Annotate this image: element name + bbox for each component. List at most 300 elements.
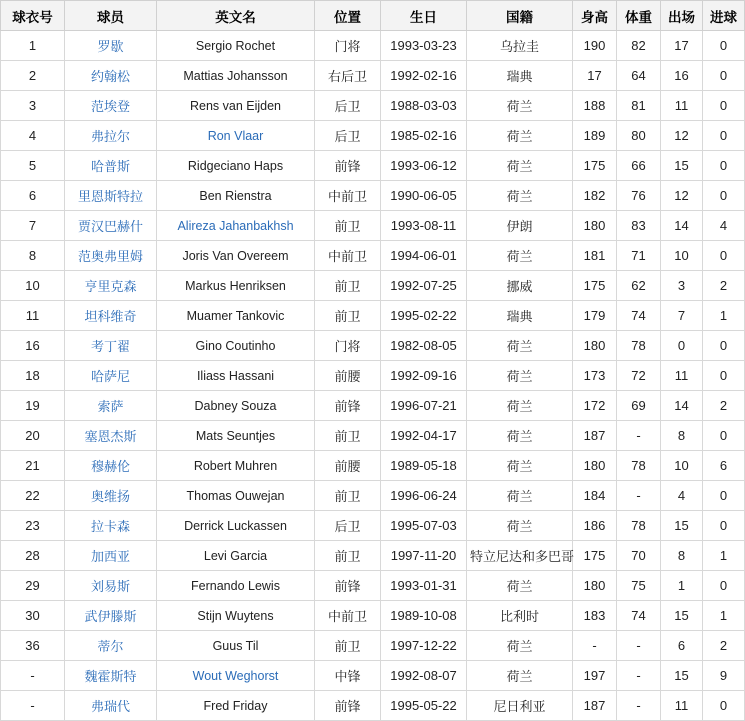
cell-weight-text: 74 — [631, 308, 646, 323]
cell-english-name-text: Fernando Lewis — [191, 579, 280, 593]
cell-position — [315, 631, 381, 661]
cell-height — [573, 211, 617, 241]
cell-english-name-text: Ben Rienstra — [199, 189, 272, 203]
cell-nationality-text: 瑞典 — [506, 69, 533, 84]
cell-appearances — [661, 301, 703, 331]
cell-nationality-text: 荷兰 — [506, 579, 533, 594]
cell-player-name-text[interactable]: 贾汉巴赫什 — [77, 219, 143, 234]
cell-height — [573, 181, 617, 211]
cell-shirt-number — [1, 121, 65, 151]
cell-weight — [617, 451, 661, 481]
cell-height — [573, 391, 617, 421]
cell-goals — [703, 151, 745, 181]
cell-player-name-text[interactable]: 哈萨尼 — [90, 369, 130, 384]
cell-goals — [703, 481, 745, 511]
cell-nationality — [467, 661, 573, 691]
cell-player-name-text[interactable]: 里恩斯特拉 — [77, 189, 143, 204]
cell-birthday — [381, 301, 467, 331]
cell-height — [573, 691, 617, 721]
cell-appearances-text: 16 — [674, 68, 689, 83]
cell-weight — [617, 601, 661, 631]
cell-weight-text: 82 — [631, 38, 646, 53]
cell-position-text: 前卫 — [334, 429, 361, 444]
cell-player-name-text[interactable]: 索萨 — [97, 399, 124, 414]
cell-nationality-text: 乌拉圭 — [499, 39, 539, 54]
table-header-row — [1, 1, 745, 31]
cell-shirt-number-text: 4 — [28, 128, 37, 143]
cell-nationality-text: 荷兰 — [506, 249, 533, 264]
cell-shirt-number — [1, 61, 65, 91]
table-row — [1, 361, 745, 391]
cell-height-text: 182 — [583, 188, 606, 203]
cell-appearances — [661, 511, 703, 541]
cell-player-name[interactable] — [65, 391, 157, 421]
cell-english-name — [157, 271, 315, 301]
cell-shirt-number — [1, 601, 65, 631]
cell-nationality-text: 荷兰 — [506, 489, 533, 504]
cell-weight — [617, 61, 661, 91]
cell-english-name-text[interactable]: Wout Weghorst — [192, 669, 279, 683]
cell-birthday — [381, 31, 467, 61]
cell-english-name — [157, 61, 315, 91]
cell-goals-text: 0 — [719, 518, 728, 533]
cell-position-text: 前腰 — [334, 369, 361, 384]
cell-position — [315, 391, 381, 421]
cell-birthday-text: 1993-01-31 — [390, 578, 457, 593]
cell-birthday-text: 1990-06-05 — [390, 188, 457, 203]
cell-height-text: 17 — [587, 68, 602, 83]
cell-birthday-text: 1994-06-01 — [390, 248, 457, 263]
cell-player-name-text[interactable]: 坦科维奇 — [84, 309, 137, 324]
cell-appearances-text: 8 — [677, 548, 686, 563]
cell-position — [315, 211, 381, 241]
cell-appearances — [661, 481, 703, 511]
cell-player-name[interactable] — [65, 271, 157, 301]
cell-nationality — [467, 271, 573, 301]
cell-birthday-text: 1996-06-24 — [390, 488, 457, 503]
cell-birthday — [381, 421, 467, 451]
cell-appearances-text: 14 — [674, 398, 689, 413]
cell-nationality-text: 瑞典 — [506, 309, 533, 324]
cell-nationality-text: 荷兰 — [506, 459, 533, 474]
cell-player-name[interactable] — [65, 601, 157, 631]
cell-appearances-text: 8 — [677, 428, 686, 443]
cell-shirt-number — [1, 271, 65, 301]
cell-player-name[interactable] — [65, 511, 157, 541]
cell-nationality — [467, 481, 573, 511]
cell-weight-text: - — [636, 698, 641, 713]
cell-appearances — [661, 271, 703, 301]
table-row — [1, 511, 745, 541]
cell-player-name[interactable] — [65, 421, 157, 451]
cell-appearances-text: 1 — [677, 578, 686, 593]
cell-weight — [617, 481, 661, 511]
cell-weight — [617, 691, 661, 721]
cell-position — [315, 121, 381, 151]
table-row — [1, 391, 745, 421]
cell-appearances-text: 11 — [674, 98, 689, 113]
cell-english-name — [157, 451, 315, 481]
cell-weight-text: 70 — [631, 548, 646, 563]
cell-appearances-text: 11 — [674, 698, 689, 713]
cell-birthday-text: 1996-07-21 — [390, 398, 457, 413]
table-row — [1, 151, 745, 181]
cell-birthday-text: 1992-07-25 — [390, 278, 457, 293]
cell-player-name-text[interactable]: 塞恩杰斯 — [84, 429, 137, 444]
cell-weight-text: 66 — [631, 158, 646, 173]
cell-appearances — [661, 421, 703, 451]
cell-english-name-text: Derrick Luckassen — [184, 519, 287, 533]
cell-english-name-text[interactable]: Alireza Jahanbakhsh — [177, 219, 294, 233]
cell-position-text: 门将 — [334, 339, 361, 354]
cell-goals-text: 0 — [719, 338, 728, 353]
cell-shirt-number-text: 6 — [28, 188, 37, 203]
cell-nationality — [467, 511, 573, 541]
cell-nationality — [467, 301, 573, 331]
cell-appearances — [661, 391, 703, 421]
cell-english-name — [157, 541, 315, 571]
cell-birthday — [381, 571, 467, 601]
table-row — [1, 181, 745, 211]
cell-english-name[interactable] — [157, 211, 315, 241]
cell-height-text: 189 — [583, 128, 606, 143]
cell-player-name-text[interactable]: 考丁翟 — [90, 339, 130, 354]
cell-shirt-number-text: - — [30, 668, 35, 683]
cell-shirt-number-text: 18 — [25, 368, 40, 383]
cell-goals — [703, 121, 745, 151]
cell-birthday — [381, 481, 467, 511]
table-row — [1, 421, 745, 451]
cell-english-name — [157, 361, 315, 391]
cell-weight — [617, 151, 661, 181]
cell-english-name — [157, 151, 315, 181]
cell-player-name-text[interactable]: 武伊滕斯 — [84, 609, 137, 624]
cell-height-text: 180 — [583, 578, 606, 593]
column-header-player: 球员 — [65, 1, 157, 31]
cell-english-name — [157, 331, 315, 361]
table-row — [1, 271, 745, 301]
cell-player-name[interactable] — [65, 631, 157, 661]
cell-weight — [617, 271, 661, 301]
cell-birthday — [381, 361, 467, 391]
column-header-english-name: 英文名 — [157, 1, 315, 31]
cell-player-name-text[interactable]: 刘易斯 — [90, 579, 130, 594]
cell-player-name[interactable] — [65, 481, 157, 511]
cell-height-text: 180 — [583, 338, 606, 353]
cell-english-name — [157, 241, 315, 271]
cell-appearances — [661, 61, 703, 91]
cell-player-name[interactable] — [65, 91, 157, 121]
cell-weight-text: 71 — [631, 248, 646, 263]
cell-position-text: 前卫 — [334, 219, 361, 234]
cell-shirt-number — [1, 91, 65, 121]
cell-height — [573, 331, 617, 361]
cell-player-name[interactable] — [65, 661, 157, 691]
cell-position-text: 中锋 — [334, 669, 361, 684]
cell-shirt-number-text: 36 — [25, 638, 40, 653]
cell-shirt-number-text: 22 — [25, 488, 40, 503]
cell-birthday-text: 1993-03-23 — [390, 38, 457, 53]
cell-shirt-number-text: 29 — [25, 578, 40, 593]
cell-weight-text: 78 — [631, 518, 646, 533]
cell-weight — [617, 241, 661, 271]
cell-player-name-text[interactable]: 弗瑞代 — [90, 699, 130, 714]
cell-position-text: 右后卫 — [327, 69, 367, 84]
table-row — [1, 61, 745, 91]
cell-weight-text: 80 — [631, 128, 646, 143]
table-row — [1, 601, 745, 631]
cell-player-name-text[interactable]: 弗拉尔 — [90, 129, 130, 144]
cell-player-name-text[interactable]: 范埃登 — [90, 99, 130, 114]
cell-player-name[interactable] — [65, 211, 157, 241]
cell-goals-text: 0 — [719, 488, 728, 503]
cell-nationality-text: 伊朗 — [506, 219, 533, 234]
cell-nationality — [467, 151, 573, 181]
cell-nationality-text: 荷兰 — [506, 159, 533, 174]
cell-goals-text: 9 — [719, 668, 728, 683]
cell-weight-text: 75 — [631, 578, 646, 593]
cell-english-name-text: Fred Friday — [203, 699, 268, 713]
cell-appearances-text: 10 — [674, 458, 689, 473]
cell-nationality-text: 荷兰 — [506, 639, 533, 654]
cell-height — [573, 571, 617, 601]
table-row — [1, 91, 745, 121]
cell-english-name — [157, 691, 315, 721]
table-row — [1, 331, 745, 361]
cell-player-name[interactable] — [65, 61, 157, 91]
cell-height — [573, 91, 617, 121]
cell-player-name[interactable] — [65, 241, 157, 271]
cell-player-name-text[interactable]: 奥维扬 — [90, 489, 130, 504]
cell-goals — [703, 271, 745, 301]
cell-player-name[interactable] — [65, 301, 157, 331]
cell-english-name — [157, 481, 315, 511]
cell-birthday-text: 1995-02-22 — [390, 308, 457, 323]
cell-player-name-text[interactable]: 罗歇 — [97, 39, 124, 54]
cell-nationality — [467, 361, 573, 391]
cell-nationality-text: 荷兰 — [506, 129, 533, 144]
cell-birthday — [381, 631, 467, 661]
cell-player-name-text[interactable]: 穆赫伦 — [90, 459, 130, 474]
cell-goals — [703, 331, 745, 361]
cell-english-name-text: Gino Coutinho — [195, 339, 276, 353]
cell-birthday — [381, 331, 467, 361]
cell-appearances — [661, 151, 703, 181]
cell-weight-text: 78 — [631, 338, 646, 353]
cell-player-name-text[interactable]: 魏霍斯特 — [84, 669, 137, 684]
cell-height — [573, 541, 617, 571]
cell-english-name-text: Mats Seuntjes — [195, 429, 276, 443]
cell-height-text: 186 — [583, 518, 606, 533]
cell-birthday-text: 1992-02-16 — [390, 68, 457, 83]
cell-shirt-number — [1, 481, 65, 511]
cell-appearances — [661, 451, 703, 481]
cell-shirt-number — [1, 661, 65, 691]
cell-appearances — [661, 661, 703, 691]
cell-nationality — [467, 61, 573, 91]
cell-english-name-text: Muamer Tankovic — [186, 309, 285, 323]
cell-player-name[interactable] — [65, 541, 157, 571]
cell-height-text: 175 — [583, 158, 606, 173]
cell-shirt-number — [1, 691, 65, 721]
cell-player-name-text[interactable]: 拉卡森 — [90, 519, 130, 534]
cell-english-name — [157, 31, 315, 61]
cell-birthday-text: 1989-10-08 — [390, 608, 457, 623]
cell-height-text: 183 — [583, 608, 606, 623]
cell-appearances-text: 15 — [674, 158, 689, 173]
cell-height — [573, 151, 617, 181]
cell-english-name-text: Thomas Ouwejan — [186, 489, 285, 503]
cell-height-text: 181 — [583, 248, 606, 263]
cell-goals — [703, 31, 745, 61]
cell-nationality-text: 荷兰 — [506, 669, 533, 684]
table-row — [1, 691, 745, 721]
cell-birthday-text: 1997-12-22 — [390, 638, 457, 653]
cell-player-name[interactable] — [65, 691, 157, 721]
cell-birthday — [381, 691, 467, 721]
table-row — [1, 211, 745, 241]
cell-shirt-number-text: 10 — [25, 278, 40, 293]
cell-english-name[interactable] — [157, 661, 315, 691]
cell-weight-text: 74 — [631, 608, 646, 623]
cell-nationality — [467, 91, 573, 121]
cell-weight — [617, 31, 661, 61]
cell-birthday — [381, 451, 467, 481]
cell-player-name-text[interactable]: 范奥弗里姆 — [77, 249, 143, 264]
cell-english-name-text: Mattias Johansson — [183, 69, 288, 83]
cell-birthday-text: 1993-06-12 — [390, 158, 457, 173]
cell-player-name[interactable] — [65, 451, 157, 481]
cell-goals — [703, 541, 745, 571]
cell-goals — [703, 601, 745, 631]
cell-position-text: 前锋 — [334, 159, 361, 174]
cell-appearances — [661, 31, 703, 61]
cell-nationality — [467, 541, 573, 571]
cell-appearances — [661, 211, 703, 241]
cell-shirt-number-text: 7 — [28, 218, 37, 233]
cell-player-name[interactable] — [65, 31, 157, 61]
cell-english-name-text: Levi Garcia — [203, 549, 268, 563]
cell-english-name[interactable] — [157, 121, 315, 151]
cell-weight — [617, 541, 661, 571]
cell-goals-text: 4 — [719, 218, 728, 233]
table-row — [1, 631, 745, 661]
cell-goals-text: 0 — [719, 188, 728, 203]
cell-shirt-number-text: - — [30, 698, 35, 713]
cell-goals-text: 2 — [719, 278, 728, 293]
cell-player-name-text[interactable]: 哈普斯 — [90, 159, 130, 174]
cell-height-text: - — [592, 638, 597, 653]
cell-position — [315, 241, 381, 271]
cell-birthday — [381, 181, 467, 211]
cell-weight-text: 69 — [631, 398, 646, 413]
cell-nationality — [467, 121, 573, 151]
cell-birthday — [381, 391, 467, 421]
cell-birthday-text: 1995-05-22 — [390, 698, 457, 713]
cell-height — [573, 631, 617, 661]
cell-shirt-number-text: 30 — [25, 608, 40, 623]
column-header-position: 位置 — [315, 1, 381, 31]
cell-height — [573, 511, 617, 541]
cell-position-text: 门将 — [334, 39, 361, 54]
cell-position — [315, 661, 381, 691]
cell-goals — [703, 511, 745, 541]
cell-goals — [703, 91, 745, 121]
cell-player-name[interactable] — [65, 151, 157, 181]
cell-player-name[interactable] — [65, 571, 157, 601]
cell-player-name-text[interactable]: 加西亚 — [90, 549, 130, 564]
cell-player-name[interactable] — [65, 181, 157, 211]
cell-position — [315, 511, 381, 541]
cell-english-name — [157, 181, 315, 211]
cell-weight-text: 72 — [631, 368, 646, 383]
table-row — [1, 661, 745, 691]
cell-position-text: 前卫 — [334, 309, 361, 324]
cell-position-text: 前卫 — [334, 639, 361, 654]
cell-position — [315, 691, 381, 721]
cell-position-text: 前卫 — [334, 489, 361, 504]
cell-english-name-text[interactable]: Ron Vlaar — [207, 129, 264, 143]
cell-goals — [703, 691, 745, 721]
cell-nationality — [467, 181, 573, 211]
cell-weight-text: - — [636, 668, 641, 683]
cell-shirt-number — [1, 211, 65, 241]
cell-weight-text: - — [636, 638, 641, 653]
cell-weight — [617, 91, 661, 121]
cell-position — [315, 331, 381, 361]
cell-birthday — [381, 91, 467, 121]
cell-weight — [617, 181, 661, 211]
cell-position-text: 前卫 — [334, 549, 361, 564]
cell-player-name[interactable] — [65, 361, 157, 391]
cell-goals — [703, 361, 745, 391]
cell-appearances-text: 11 — [674, 368, 689, 383]
cell-weight — [617, 421, 661, 451]
cell-shirt-number — [1, 511, 65, 541]
cell-weight-text: 83 — [631, 218, 646, 233]
cell-nationality-text: 比利时 — [499, 609, 539, 624]
cell-appearances — [661, 121, 703, 151]
cell-birthday-text: 1992-09-16 — [390, 368, 457, 383]
cell-height — [573, 271, 617, 301]
cell-english-name-text: Joris Van Overeem — [182, 249, 289, 263]
cell-appearances — [661, 241, 703, 271]
cell-player-name[interactable] — [65, 121, 157, 151]
cell-birthday-text: 1992-04-17 — [390, 428, 457, 443]
cell-appearances — [661, 541, 703, 571]
cell-nationality — [467, 451, 573, 481]
cell-player-name-text[interactable]: 亨里克森 — [84, 279, 137, 294]
cell-position — [315, 481, 381, 511]
cell-appearances — [661, 181, 703, 211]
cell-player-name[interactable] — [65, 331, 157, 361]
cell-height — [573, 241, 617, 271]
cell-position — [315, 271, 381, 301]
cell-shirt-number — [1, 391, 65, 421]
cell-shirt-number — [1, 421, 65, 451]
cell-position-text: 前卫 — [334, 279, 361, 294]
cell-height-text: 175 — [583, 548, 606, 563]
cell-weight — [617, 211, 661, 241]
cell-player-name-text[interactable]: 约翰松 — [90, 69, 130, 84]
cell-birthday-text: 1988-03-03 — [390, 98, 457, 113]
cell-nationality — [467, 31, 573, 61]
cell-player-name-text[interactable]: 蒂尔 — [97, 639, 124, 654]
cell-weight-text: 76 — [631, 188, 646, 203]
cell-goals — [703, 631, 745, 661]
cell-shirt-number-text: 23 — [25, 518, 40, 533]
cell-weight — [617, 121, 661, 151]
